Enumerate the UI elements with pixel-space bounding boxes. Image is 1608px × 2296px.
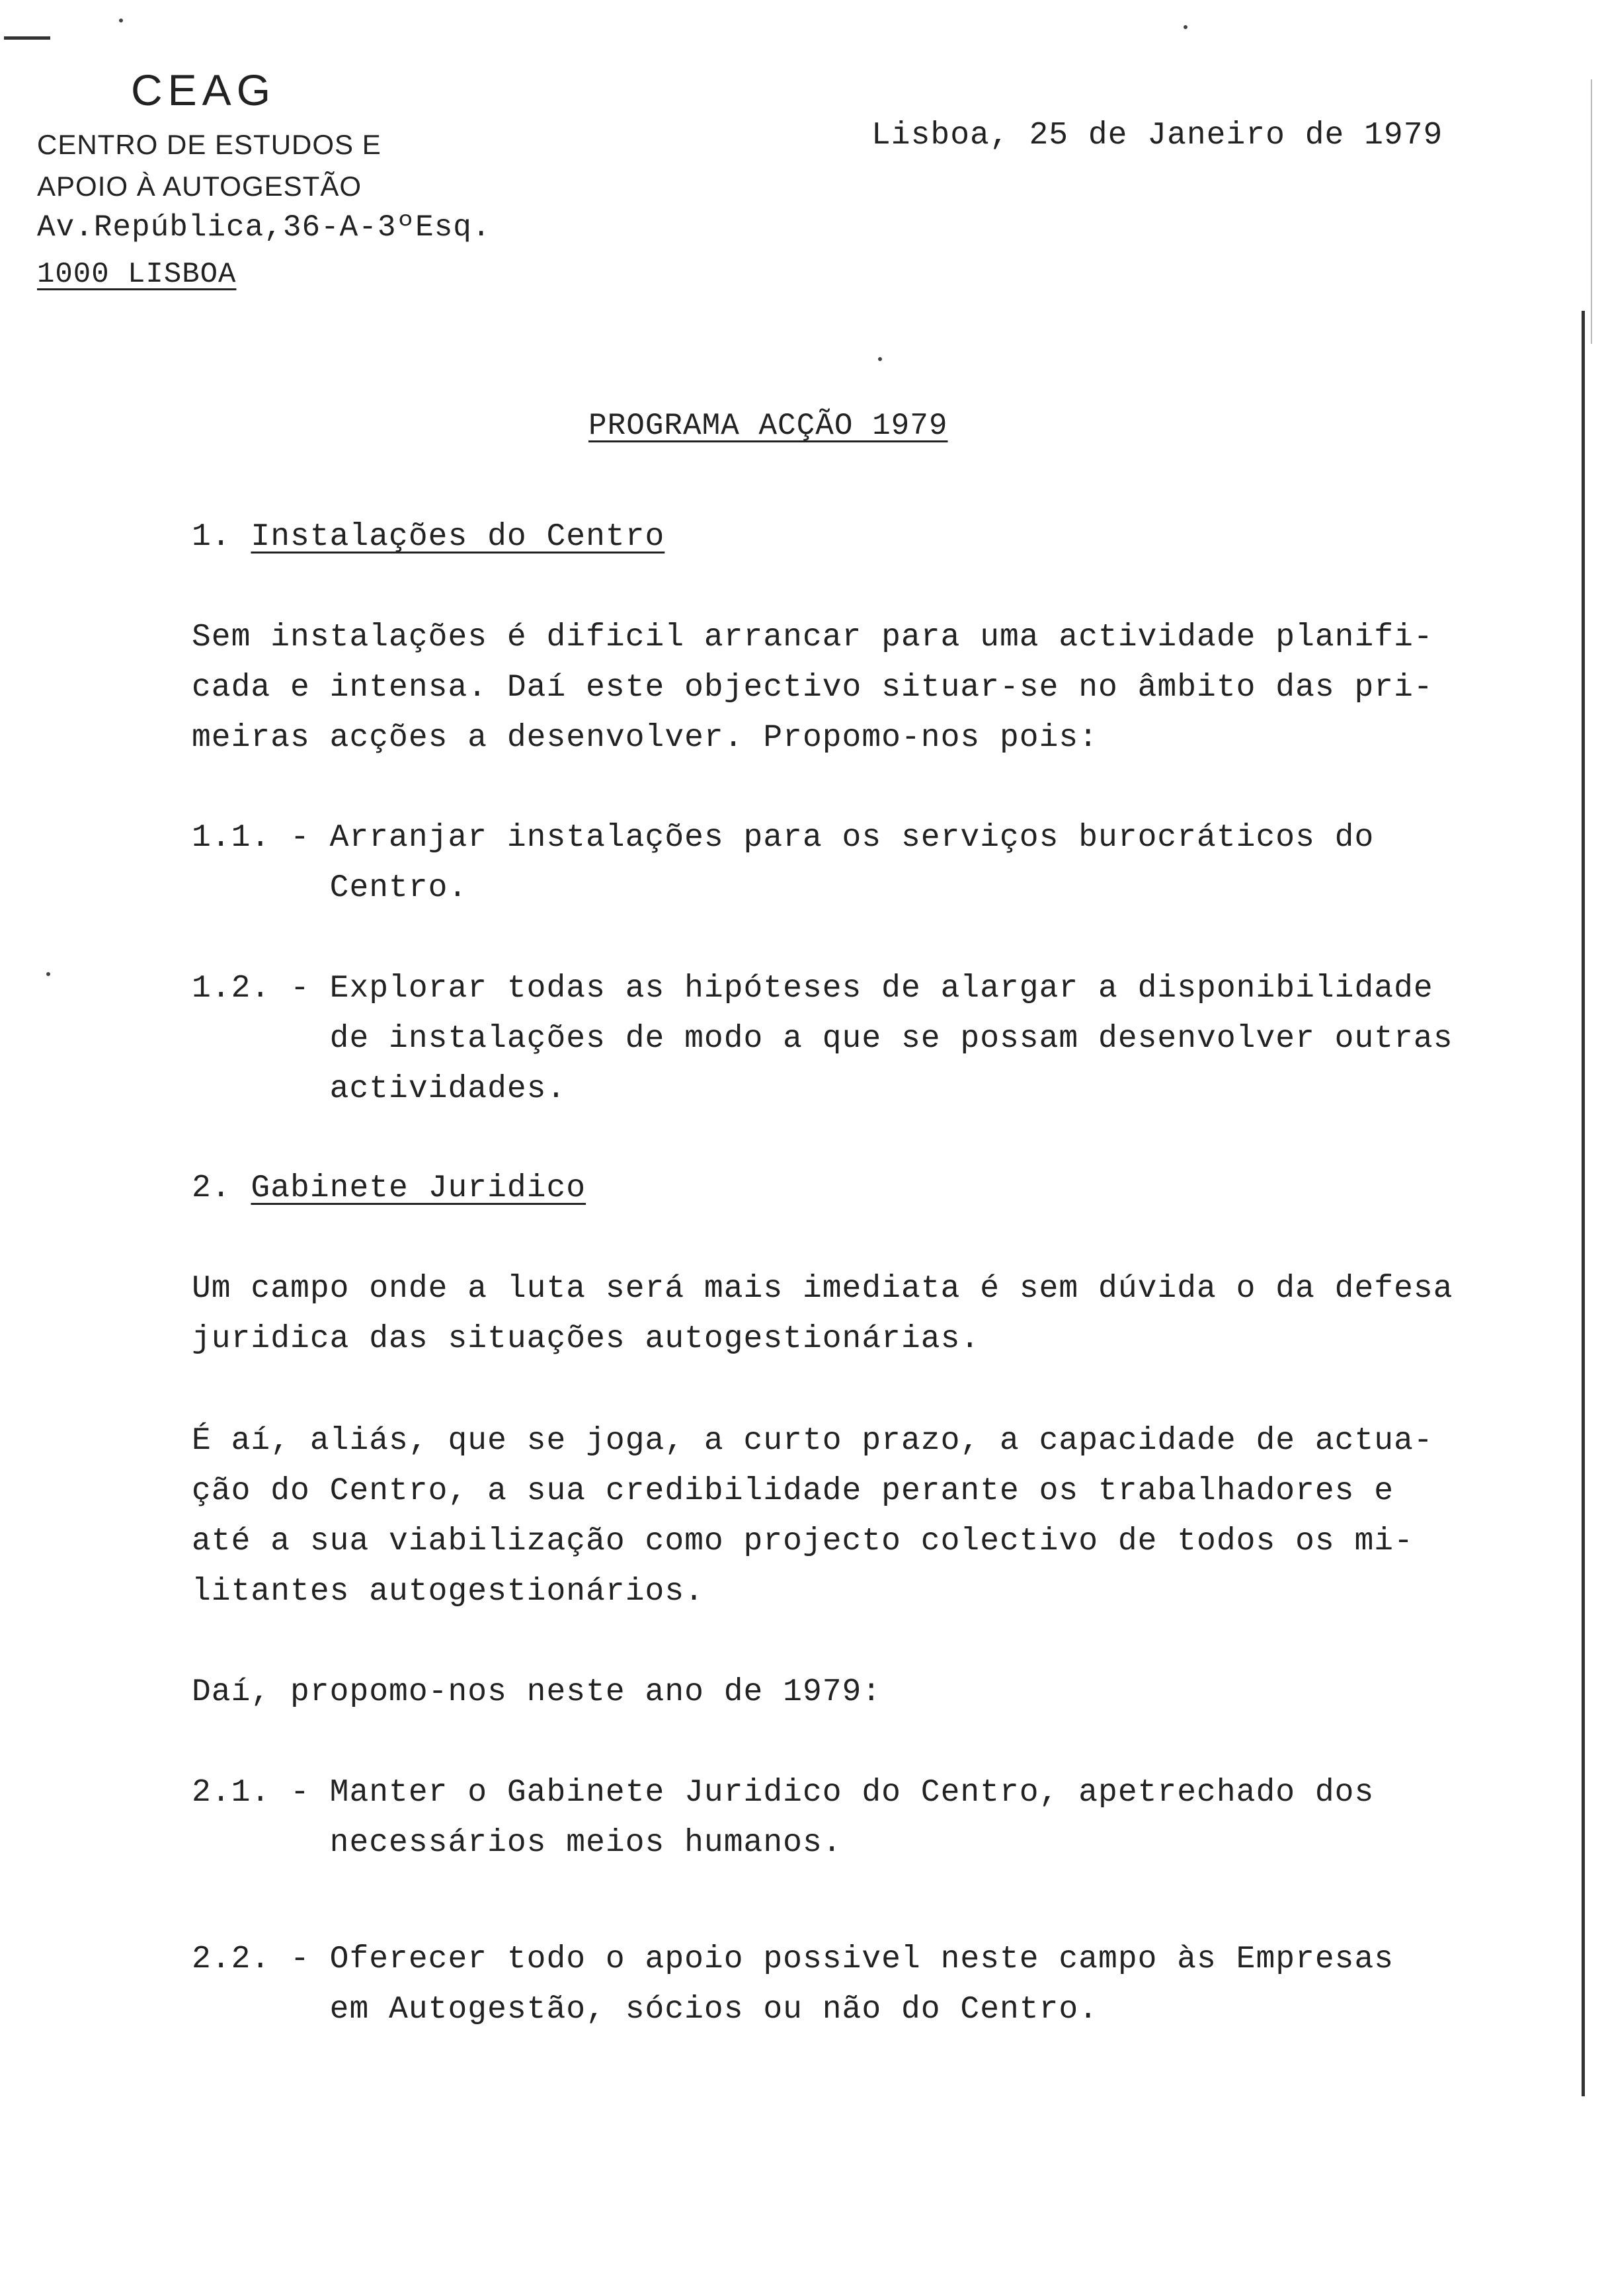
section-2-title: Gabinete Juridico [251,1170,586,1206]
scan-speck [1184,25,1187,29]
section-2-heading [192,1170,586,1206]
org-address: Av.República,36-A-3ºEsq. [37,210,491,245]
scan-edge-faint [1591,79,1592,344]
section-1-title: Instalações do Centro [251,519,665,555]
scan-edge-line [1582,311,1585,2096]
section-1-para-line: meiras acções a desenvolver. Propomo-nos pois: [192,720,1099,756]
section-2-para-2-line: ção do Centro, a sua credibilidade perante os trabalhadores e [192,1473,1394,1509]
item-2-2-line: em Autogestão, sócios ou não do Centro. [192,1992,1099,2028]
item-2-1-line: 2.1. - Manter o Gabinete Juridico do Centro, apetrechado dos [192,1775,1375,1811]
org-name: CEAG [131,65,276,114]
letter-date: Lisboa, 25 de Janeiro de 1979 [871,118,1443,153]
section-1-number: 1. [192,519,231,555]
section-2-para-2-line: É aí, aliás, que se joga, a curto prazo, a capacidade de actua- [192,1423,1433,1459]
item-1-2-line: actividades. [192,1071,567,1107]
section-2-para-2-line: litantes autogestionários. [192,1574,704,1610]
section-1-para-line: cada e intensa. Daí este objectivo situar-se no âmbito das pri- [192,670,1433,706]
section-2-para-1-line: juridica das situações autogestionárias. [192,1321,981,1357]
item-1-1-line: 1.1. - Arranjar instalações para os serviços burocráticos do [192,820,1375,856]
section-2-para-1-line: Um campo onde a luta será mais imediata é sem dúvida o da defesa [192,1271,1453,1307]
item-1-2-line: 1.2. - Explorar todas as hipóteses de alargar a disponibilidade [192,971,1433,1006]
document-title: PROGRAMA ACÇÃO 1979 [588,409,948,443]
scan-speck [878,357,882,361]
org-city: 1000 LISBOA [37,258,237,291]
section-2-para-3: Daí, propomo-nos neste ano de 1979: [192,1674,882,1710]
section-1-heading [192,519,664,555]
item-1-1-line: Centro. [192,870,468,906]
org-line-1: CENTRO DE ESTUDOS E [37,129,382,160]
section-2-para-2-line: até a sua viabilização como projecto colectivo de todos os mi- [192,1524,1414,1559]
scan-speck [119,19,123,22]
item-1-2-line: de instalações de modo a que se possam desenvolver outras [192,1021,1453,1057]
section-2-number: 2. [192,1170,231,1206]
scan-speck [46,972,50,976]
section-1-para-line: Sem instalações é dificil arrancar para uma actividade planifi- [192,620,1433,655]
scan-mark [4,36,50,40]
item-2-1-line: necessários meios humanos. [192,1825,842,1861]
org-line-2: APOIO À AUTOGESTÃO [37,171,362,202]
item-2-2-line: 2.2. - Oferecer todo o apoio possivel neste campo às Empresas [192,1942,1394,1977]
